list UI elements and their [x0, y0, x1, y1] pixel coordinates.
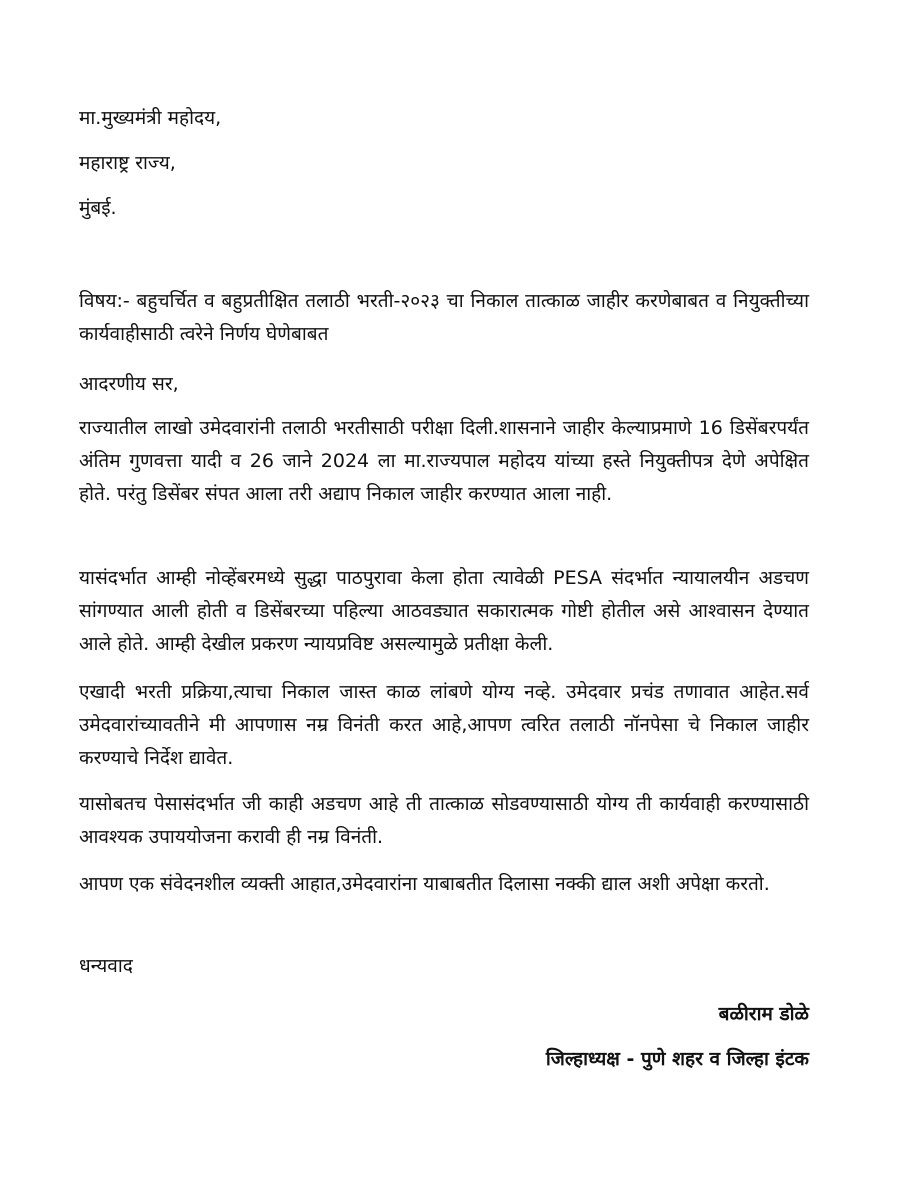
paragraph-1: राज्यातील लाखो उमेदवारांनी तलाठी भरतीसाठी परीक्षा दिली.शासनाने जाहीर केल्याप्रमाणे 16 डिसेंबरपर्यंत अंतिम गुणवत्ता यादी व 26 जाने 2024 ला मा.राज्यपाल महोदय यांच्या हस्ते नियुक्तीपत्र देणे अपेक्षित होते. परंतु डिसेंबर संपत आला तरी अद्याप निकाल जाहीर करण्यात आला नाही.: [79, 417, 809, 505]
paragraph-3: एखादी भरती प्रक्रिया,त्याचा निकाल जास्त काळ लांबणे योग्य नव्हे. उमेदवार प्रचंड तणावात आहेत.सर्व उमेदवारांच्यावतीने मी आपणास नम्र विनंती करत आहे,आपण त्वरित तलाठी नॉनपेसा चे निकाल जाहीर करण्याचे निर्देश द्यावेत.: [79, 681, 809, 769]
signature-name: बळीराम डोळे: [718, 1003, 809, 1025]
subject-line: विषय:- बहुचर्चित व बहुप्रतीक्षित तलाठी भरती-२०२३ चा निकाल तात्काळ जाहीर करणेबाबत व नियुक्तीच्या कार्यवाहीसाठी त्वरेने निर्णय घेणेबाबत: [79, 290, 809, 345]
closing: धन्यवाद: [79, 955, 133, 977]
address-line-2: महाराष्ट्र राज्य,: [79, 152, 176, 174]
paragraph-2: यासंदर्भात आम्ही नोव्हेंबरमध्ये सुद्धा पाठपुरावा केला होता त्यावेळी PESA संदर्भात न्यायालयीन अडचण सांगण्यात आली होती व डिसेंबरच्या पहिल्या आठवड्यात सकारात्मक गोष्टी होतील असे आश्वासन देण्यात आले होते. आम्ही देखील प्रकरण न्यायप्रविष्ट असल्यामुळे प्रतीक्षा केली.: [79, 567, 809, 655]
address-line-3: मुंबई.: [79, 197, 117, 219]
salutation: आदरणीय सर,: [79, 373, 179, 395]
signature-designation: जिल्हाध्यक्ष - पुणे शहर व जिल्हा इंटक: [545, 1048, 809, 1070]
paragraph-5: आपण एक संवेदनशील व्यक्ती आहात,उमेदवारांना याबाबतीत दिलासा नक्की द्याल अशी अपेक्षा करतो.: [79, 873, 770, 895]
address-line-1: मा.मुख्यमंत्री महोदय,: [79, 107, 222, 129]
paragraph-4: यासोबतच पेसासंदर्भात जी काही अडचण आहे ती तात्काळ सोडवण्यासाठी योग्य ती कार्यवाही करण्यासाठी आवश्यक उपाययोजना करावी ही नम्र विनंती.: [79, 793, 809, 848]
